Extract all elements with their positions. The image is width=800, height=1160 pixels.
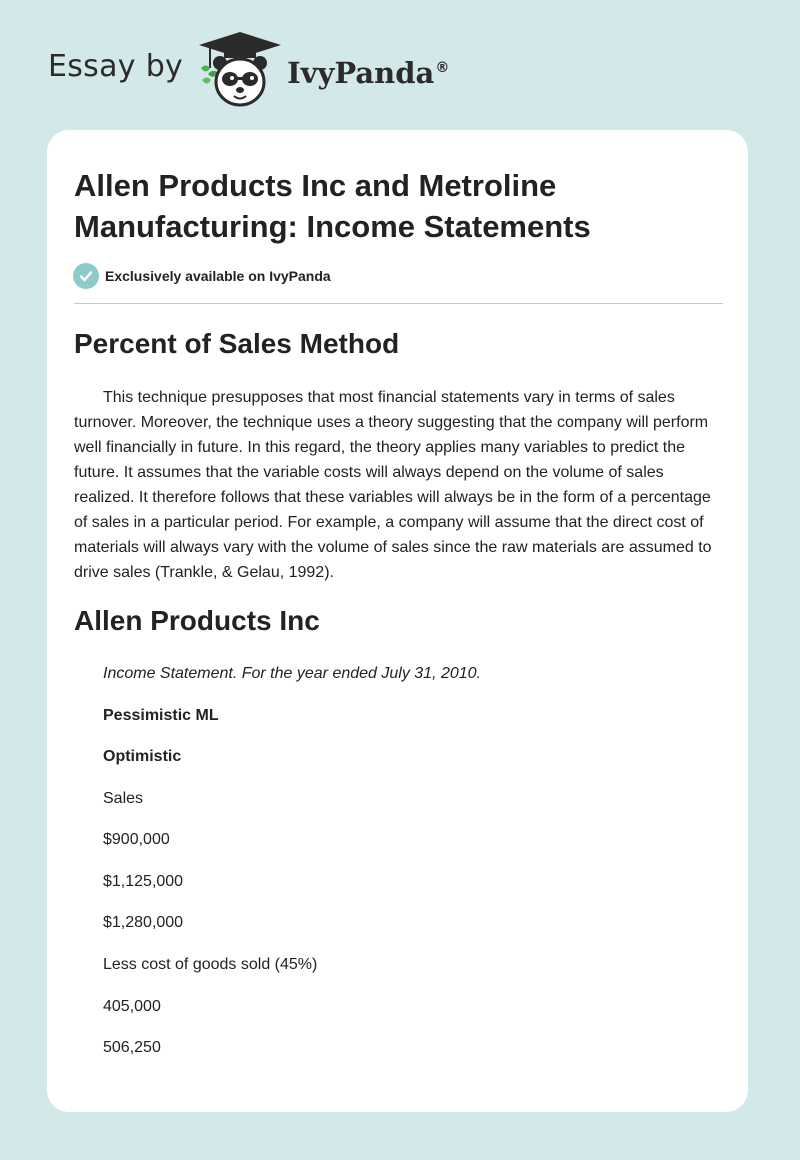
statement-row: $1,125,000 (103, 873, 184, 890)
section-heading-allen-products: Allen Products Inc (74, 605, 320, 636)
statement-row: 506,250 (103, 1039, 161, 1056)
statement-row: Pessimistic ML (103, 707, 219, 724)
statement-row: $1,280,000 (103, 914, 184, 931)
checkmark-icon (73, 263, 99, 289)
article-card (47, 130, 748, 1112)
page-title: Allen Products Inc and Metroline Manufacturing: Income Statements (74, 168, 591, 244)
statement-caption: Income Statement. For the year ended July 31, 2010. (103, 665, 481, 682)
panda-graduate-logo-icon (197, 30, 283, 110)
section-heading-percent-of-sales: Percent of Sales Method (74, 328, 400, 359)
brand-name: IvyPanda® (287, 56, 450, 90)
statement-row: Less cost of goods sold (45%) (103, 956, 318, 973)
brand-prefix: Essay by (48, 48, 184, 84)
section-paragraph: This technique presupposes that most financial statements vary in terms of sales turnover. Moreover, the technique uses a theory suggesting that the company will perform well financially in future. In this regard, the theory applies many variables to predict the future. It assumes that the variable costs will always depend on the volume of sales realized. It therefore follows that these variables will always be in the form of a percentage of sales in a particular period. For example, a company will assume that the direct cost of materials will always vary with the volume of sales since the raw materials are assumed to drive sales (Trankle, & Gelau, 1992). (74, 389, 712, 581)
exclusive-badge (73, 263, 331, 289)
badge-label: Exclusively available on IvyPanda (105, 268, 331, 284)
site-brand[interactable] (48, 30, 449, 110)
statement-row: $900,000 (103, 831, 170, 848)
statement-row: Sales (103, 790, 144, 807)
registered-mark: ® (435, 60, 450, 77)
statement-row: Optimistic (103, 748, 182, 765)
divider (74, 303, 723, 304)
statement-row: 405,000 (103, 998, 161, 1015)
